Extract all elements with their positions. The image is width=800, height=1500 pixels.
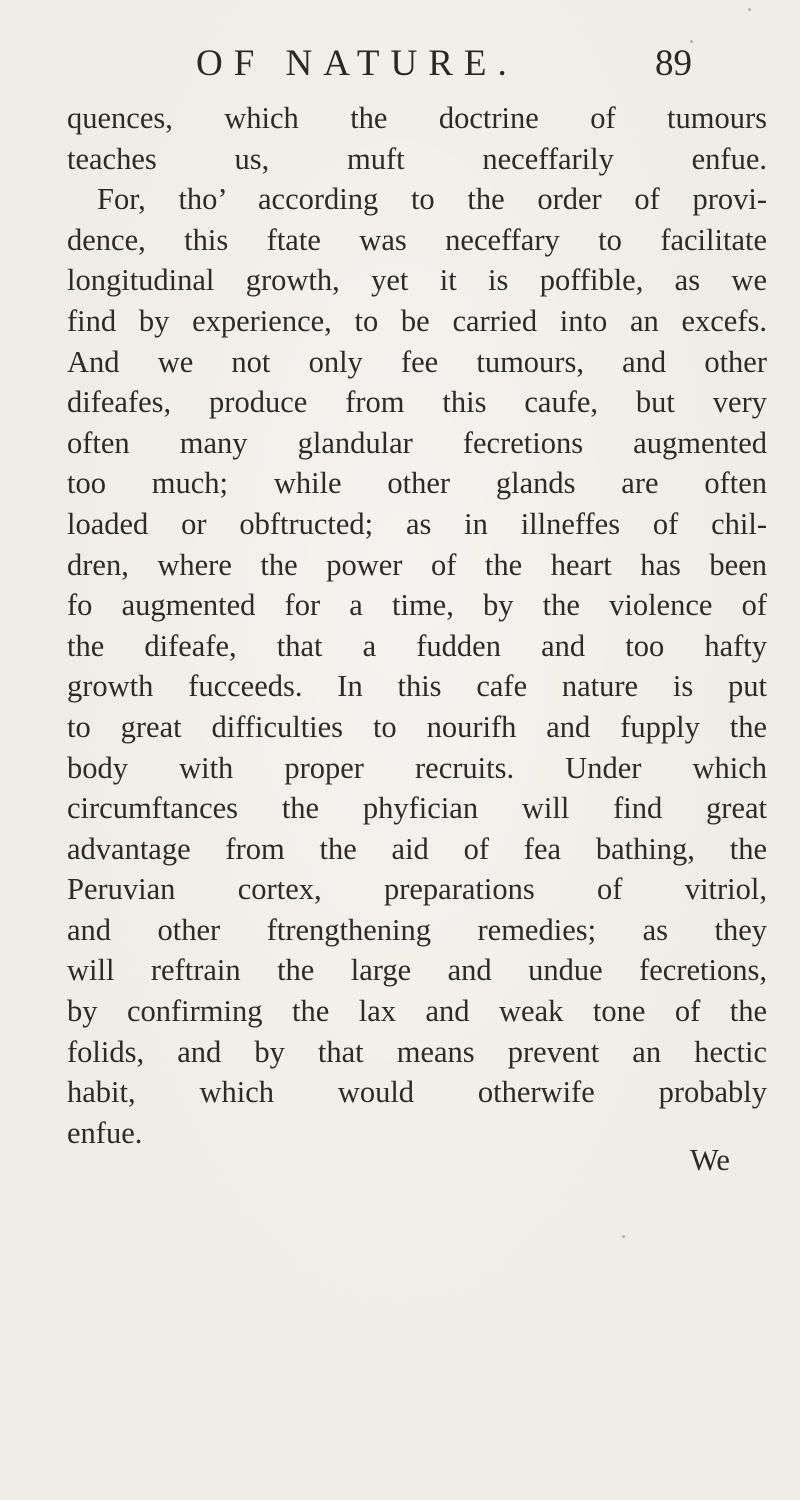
- text-line: the difeafe, that a fudden and too hafty: [67, 628, 767, 663]
- text-line: too much; while other glands are often: [67, 466, 767, 501]
- text-line: habit, which would otherwife probably: [67, 1075, 767, 1110]
- running-head-title: OF NATURE.: [196, 43, 518, 84]
- text-line: advantage from the aid of fea bathing, the: [67, 831, 767, 866]
- paper-speck: [748, 8, 751, 11]
- text-line: folids, and by that means prevent an hectic: [67, 1034, 767, 1069]
- text-line: will reftrain the large and undue fecretions,: [67, 953, 767, 988]
- text-line: dence, this ftate was neceffary to facilitate: [67, 222, 767, 257]
- text-line: growth fucceeds. In this cafe nature is put: [67, 669, 767, 704]
- text-line: Peruvian cortex, preparations of vitriol,: [67, 872, 767, 907]
- text-line: and other ftrengthening remedies; as they: [67, 912, 767, 947]
- paper-speck: [622, 1235, 625, 1238]
- text-line: quences, which the doctrine of tumours: [67, 101, 767, 135]
- text-line: longitudinal growth, yet it is poffible, as we: [67, 263, 767, 298]
- text-line: to great difficulties to nourifh and fupply the: [67, 709, 767, 744]
- text-line: For, tho’ according to the order of provi-: [97, 182, 767, 217]
- running-head: [0, 24, 800, 94]
- text-line: by confirming the lax and weak tone of the: [67, 994, 767, 1029]
- text-line: often many glandular fecretions augmented: [67, 425, 767, 460]
- text-line: dren, where the power of the heart has been: [67, 547, 767, 582]
- text-line: teaches us, muft neceffarily enfue.: [67, 141, 767, 176]
- text-line: body with proper recruits. Under which: [67, 750, 767, 785]
- text-line: enfue.: [67, 1115, 143, 1150]
- text-line: find by experience, to be carried into an excefs.: [67, 303, 767, 338]
- text-line: loaded or obftructed; as in illneffes of chil-: [67, 506, 767, 541]
- paper-speck: [690, 40, 693, 43]
- page-number: 89: [655, 43, 692, 84]
- text-line: And we not only fee tumours, and other: [67, 344, 767, 379]
- catchword: We: [690, 1143, 730, 1177]
- body-text: [67, 98, 767, 1153]
- text-line: fo augmented for a time, by the violence of: [67, 588, 767, 623]
- text-line: circumftances the phyfician will find great: [67, 791, 767, 826]
- text-line: difeafes, produce from this caufe, but very: [67, 385, 767, 420]
